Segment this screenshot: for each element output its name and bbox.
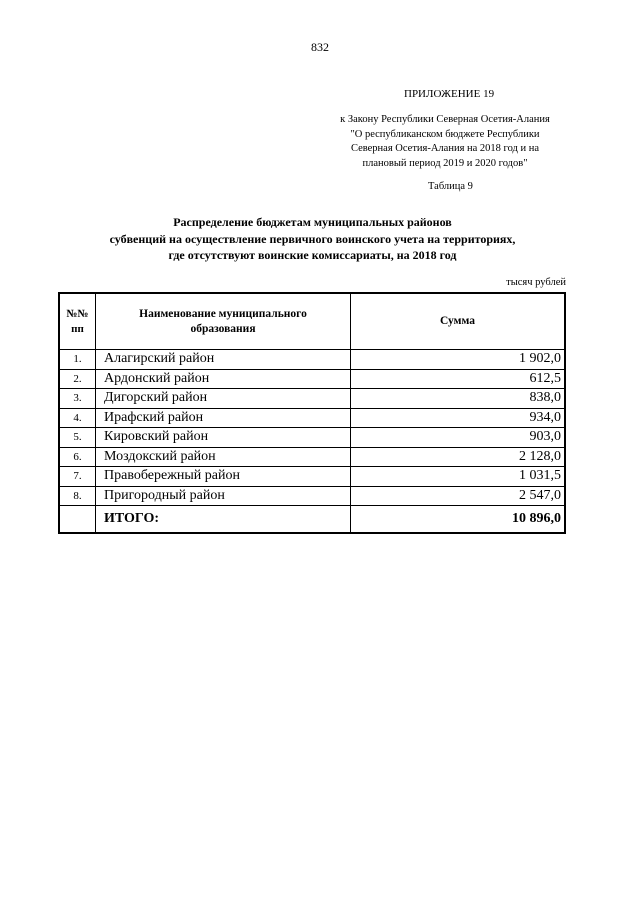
row-name: Пригородный район	[96, 486, 351, 506]
law-line: "О республиканском бюджете Республики	[350, 128, 540, 140]
table-row	[59, 428, 565, 448]
table-row	[59, 350, 565, 370]
row-sum: 2 547,0	[351, 486, 566, 506]
total-row	[59, 506, 565, 534]
row-sum: 838,0	[351, 389, 566, 409]
row-num: 8.	[59, 486, 96, 506]
table-row	[59, 369, 565, 389]
table-row	[59, 467, 565, 487]
title-line: Распределение бюджетам муниципальных районов	[173, 215, 452, 229]
row-sum: 612,5	[351, 369, 566, 389]
row-sum: 934,0	[351, 408, 566, 428]
header-sum: Сумма	[351, 293, 566, 350]
row-name: Моздокский район	[96, 447, 351, 467]
header-num: №№ пп	[59, 293, 96, 350]
row-num: 4.	[59, 408, 96, 428]
row-name: Алагирский район	[96, 350, 351, 370]
row-name: Ардонский район	[96, 369, 351, 389]
total-sum: 10 896,0	[351, 506, 566, 534]
table-label: Таблица 9	[428, 181, 473, 192]
row-name: Кировский район	[96, 428, 351, 448]
law-line: Северная Осетия-Алания на 2018 год и на	[350, 143, 540, 154]
row-num: 1.	[59, 350, 96, 370]
row-num: 3.	[59, 389, 96, 409]
row-num: 5.	[59, 428, 96, 448]
table-header-row	[59, 293, 565, 350]
header-name: Наименование муниципального образования	[96, 293, 351, 350]
title-line: где отсутствуют воинские комиссариаты, на 2018 год	[168, 248, 457, 262]
row-name: Дигорский район	[96, 389, 351, 409]
law-line: к Закону Республики Северная Осетия-Алания	[340, 114, 550, 125]
appendix-label: ПРИЛОЖЕНИЕ 19	[404, 88, 495, 100]
row-sum: 1 031,5	[351, 467, 566, 487]
units-label: тысяч рублей	[506, 277, 566, 288]
row-sum: 2 128,0	[351, 447, 566, 467]
row-sum: 1 902,0	[351, 350, 566, 370]
row-name: Ирафский район	[96, 408, 351, 428]
subvention-table	[58, 292, 566, 534]
row-name: Правобережный район	[96, 467, 351, 487]
total-label: ИТОГО:	[96, 506, 351, 534]
total-num-cell	[59, 506, 96, 534]
title-line: субвенций на осуществление первичного воинского учета на территориях,	[109, 231, 516, 246]
page-number: 832	[311, 40, 329, 54]
row-sum: 903,0	[351, 428, 566, 448]
row-num: 7.	[59, 467, 96, 487]
table-row	[59, 486, 565, 506]
row-num: 6.	[59, 447, 96, 467]
law-reference	[330, 113, 560, 171]
row-num: 2.	[59, 369, 96, 389]
table-row	[59, 389, 565, 409]
table-row	[59, 408, 565, 428]
law-line: плановый период 2019 и 2020 годов"	[362, 157, 528, 169]
document-title	[60, 214, 565, 264]
table-row	[59, 447, 565, 467]
